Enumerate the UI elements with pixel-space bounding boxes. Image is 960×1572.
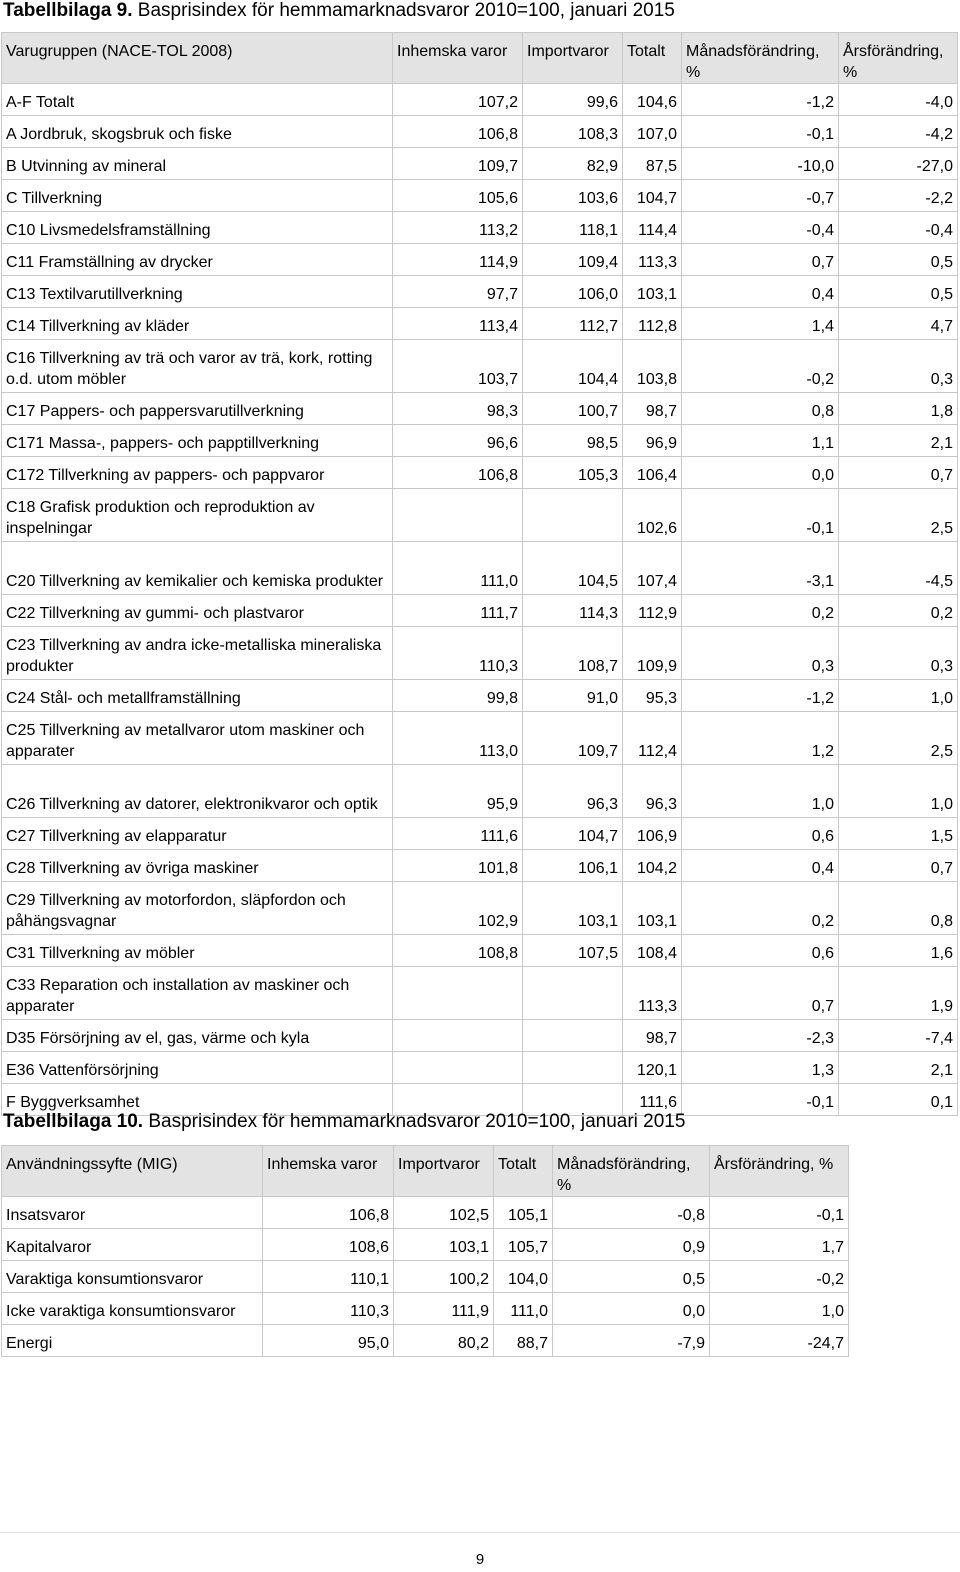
value-cell: 104,6 xyxy=(623,84,682,116)
table-row xyxy=(2,1197,849,1229)
value-cell: -0,2 xyxy=(710,1261,849,1293)
table1-header-cell: Totalt xyxy=(623,33,682,84)
value-cell: 102,6 xyxy=(623,489,682,542)
value-cell: -0,1 xyxy=(682,116,839,148)
table-row xyxy=(2,340,958,393)
value-cell: 4,7 xyxy=(839,308,958,340)
value-cell: 0,6 xyxy=(682,818,839,850)
value-cell xyxy=(393,967,523,1020)
value-cell xyxy=(393,1020,523,1052)
table-row xyxy=(2,116,958,148)
row-label: D35 Försörjning av el, gas, värme och kyla xyxy=(2,1020,393,1052)
value-cell: 112,9 xyxy=(623,595,682,627)
value-cell: -4,2 xyxy=(839,116,958,148)
value-cell: -3,1 xyxy=(682,542,839,595)
row-label: C28 Tillverkning av övriga maskiner xyxy=(2,850,393,882)
value-cell: 1,2 xyxy=(682,712,839,765)
value-cell: -10,0 xyxy=(682,148,839,180)
value-cell: 0,2 xyxy=(682,882,839,935)
value-cell: 109,9 xyxy=(623,627,682,680)
value-cell: 107,2 xyxy=(393,84,523,116)
value-cell: -7,9 xyxy=(553,1325,710,1357)
row-label: A Jordbruk, skogsbruk och fiske xyxy=(2,116,393,148)
table1-header-row xyxy=(2,33,958,84)
value-cell: 97,7 xyxy=(393,276,523,308)
value-cell: 95,9 xyxy=(393,765,523,818)
value-cell: 1,0 xyxy=(839,765,958,818)
value-cell: 95,0 xyxy=(263,1325,394,1357)
value-cell: 111,0 xyxy=(494,1293,553,1325)
value-cell: 0,6 xyxy=(682,935,839,967)
value-cell: 111,6 xyxy=(393,818,523,850)
value-cell: 1,0 xyxy=(839,680,958,712)
value-cell: 91,0 xyxy=(523,680,623,712)
value-cell: 103,1 xyxy=(623,882,682,935)
value-cell: 103,6 xyxy=(523,180,623,212)
value-cell: -2,3 xyxy=(682,1020,839,1052)
row-label: C10 Livsmedelsframställning xyxy=(2,212,393,244)
value-cell: 120,1 xyxy=(623,1052,682,1084)
value-cell: 1,9 xyxy=(839,967,958,1020)
value-cell: 104,4 xyxy=(523,340,623,393)
row-label: C18 Grafisk produktion och reproduktion av inspelningar xyxy=(2,489,393,542)
value-cell: 1,6 xyxy=(839,935,958,967)
table-row xyxy=(2,148,958,180)
value-cell: -1,2 xyxy=(682,84,839,116)
value-cell: 108,3 xyxy=(523,116,623,148)
value-cell: 113,4 xyxy=(393,308,523,340)
row-label: C14 Tillverkning av kläder xyxy=(2,308,393,340)
table-row xyxy=(2,457,958,489)
row-label: C29 Tillverkning av motorfordon, släpfordon och påhängsvagnar xyxy=(2,882,393,935)
value-cell: 111,6 xyxy=(623,1084,682,1116)
value-cell: 114,3 xyxy=(523,595,623,627)
value-cell: 102,5 xyxy=(394,1197,494,1229)
value-cell: 99,6 xyxy=(523,84,623,116)
table-row xyxy=(2,1052,958,1084)
page-number: 9 xyxy=(475,1551,485,1568)
table1-header-cell: Importvaror xyxy=(523,33,623,84)
table-row xyxy=(2,308,958,340)
row-label: Kapitalvaror xyxy=(2,1229,263,1261)
value-cell: 113,0 xyxy=(393,712,523,765)
value-cell: 108,4 xyxy=(623,935,682,967)
table2-title-lead: Tabellbilaga 10. xyxy=(3,1111,144,1132)
table-row xyxy=(2,1229,849,1261)
row-label: F Byggverksamhet xyxy=(2,1084,393,1116)
value-cell: 109,7 xyxy=(393,148,523,180)
value-cell: 104,5 xyxy=(523,542,623,595)
value-cell: 2,5 xyxy=(839,712,958,765)
table-row xyxy=(2,393,958,425)
value-cell: -0,7 xyxy=(682,180,839,212)
value-cell: 2,1 xyxy=(839,425,958,457)
table-row xyxy=(2,425,958,457)
value-cell: -0,4 xyxy=(682,212,839,244)
table-row xyxy=(2,935,958,967)
value-cell: 0,9 xyxy=(553,1229,710,1261)
value-cell: 0,5 xyxy=(839,244,958,276)
value-cell: 103,1 xyxy=(523,882,623,935)
value-cell: 110,3 xyxy=(263,1293,394,1325)
value-cell: -0,1 xyxy=(682,1084,839,1116)
table1-header-cell: Varugruppen (NACE-TOL 2008) xyxy=(2,33,393,84)
value-cell: 1,8 xyxy=(839,393,958,425)
value-cell: 1,0 xyxy=(682,765,839,818)
value-cell: 111,9 xyxy=(394,1293,494,1325)
value-cell: -4,0 xyxy=(839,84,958,116)
value-cell: 87,5 xyxy=(623,148,682,180)
table-row xyxy=(2,1325,849,1357)
value-cell: 0,5 xyxy=(839,276,958,308)
value-cell: 103,1 xyxy=(623,276,682,308)
table-row xyxy=(2,967,958,1020)
value-cell: 0,7 xyxy=(839,457,958,489)
value-cell: 113,3 xyxy=(623,967,682,1020)
value-cell: 0,8 xyxy=(682,393,839,425)
value-cell: 112,8 xyxy=(623,308,682,340)
value-cell: -1,2 xyxy=(682,680,839,712)
value-cell: 104,2 xyxy=(623,850,682,882)
value-cell: 0,7 xyxy=(682,244,839,276)
value-cell: 105,3 xyxy=(523,457,623,489)
value-cell: 106,4 xyxy=(623,457,682,489)
value-cell: 107,4 xyxy=(623,542,682,595)
value-cell xyxy=(523,967,623,1020)
value-cell: 112,4 xyxy=(623,712,682,765)
value-cell: 1,5 xyxy=(839,818,958,850)
table2-header-cell: Totalt xyxy=(494,1146,553,1197)
table2-title xyxy=(3,1110,685,1134)
row-label: C20 Tillverkning av kemikalier och kemiska produkter xyxy=(2,542,393,595)
value-cell: 82,9 xyxy=(523,148,623,180)
row-label: Varaktiga konsumtionsvaror xyxy=(2,1261,263,1293)
price-index-table-mig xyxy=(1,1145,849,1357)
row-label: C24 Stål- och metallframställning xyxy=(2,680,393,712)
value-cell: 106,8 xyxy=(263,1197,394,1229)
value-cell: -0,1 xyxy=(710,1197,849,1229)
value-cell: 108,8 xyxy=(393,935,523,967)
value-cell: 110,3 xyxy=(393,627,523,680)
value-cell: 0,4 xyxy=(682,850,839,882)
table1-title-text: Basprisindex för hemmamarknadsvaror 2010=100, januari 2015 xyxy=(132,0,675,21)
value-cell: 106,1 xyxy=(523,850,623,882)
row-label: E36 Vattenförsörjning xyxy=(2,1052,393,1084)
value-cell: 103,7 xyxy=(393,340,523,393)
value-cell: 103,8 xyxy=(623,340,682,393)
table1-title xyxy=(3,0,675,23)
value-cell: 0,4 xyxy=(682,276,839,308)
row-label: C25 Tillverkning av metallvaror utom maskiner och apparater xyxy=(2,712,393,765)
value-cell: 107,5 xyxy=(523,935,623,967)
table-row xyxy=(2,627,958,680)
value-cell: 2,1 xyxy=(839,1052,958,1084)
row-label: C22 Tillverkning av gummi- och plastvaror xyxy=(2,595,393,627)
value-cell: 98,7 xyxy=(623,1020,682,1052)
value-cell: -4,5 xyxy=(839,542,958,595)
table-row xyxy=(2,84,958,116)
row-label: C17 Pappers- och pappersvarutillverkning xyxy=(2,393,393,425)
value-cell: 98,5 xyxy=(523,425,623,457)
row-label: Energi xyxy=(2,1325,263,1357)
value-cell: 0,1 xyxy=(839,1084,958,1116)
row-label: C Tillverkning xyxy=(2,180,393,212)
table2-header-cell: Inhemska varor xyxy=(263,1146,394,1197)
row-label: Icke varaktiga konsumtionsvaror xyxy=(2,1293,263,1325)
table-row xyxy=(2,818,958,850)
value-cell: -0,1 xyxy=(682,489,839,542)
value-cell: 113,3 xyxy=(623,244,682,276)
value-cell: 104,7 xyxy=(623,180,682,212)
value-cell: 1,1 xyxy=(682,425,839,457)
value-cell: 106,9 xyxy=(623,818,682,850)
row-label: C27 Tillverkning av elapparatur xyxy=(2,818,393,850)
value-cell: 109,7 xyxy=(523,712,623,765)
value-cell: 103,1 xyxy=(394,1229,494,1261)
row-label: C13 Textilvarutillverkning xyxy=(2,276,393,308)
table2-header-cell: Importvaror xyxy=(394,1146,494,1197)
value-cell: 96,9 xyxy=(623,425,682,457)
table-row xyxy=(2,712,958,765)
value-cell: 104,0 xyxy=(494,1261,553,1293)
table-row xyxy=(2,1261,849,1293)
row-label: C16 Tillverkning av trä och varor av trä, kork, rotting o.d. utom möbler xyxy=(2,340,393,393)
value-cell xyxy=(523,1052,623,1084)
table2-header-cell: Användningssyfte (MIG) xyxy=(2,1146,263,1197)
value-cell: 0,3 xyxy=(839,627,958,680)
value-cell: -27,0 xyxy=(839,148,958,180)
value-cell: 0,7 xyxy=(839,850,958,882)
value-cell: 0,3 xyxy=(682,627,839,680)
table-row xyxy=(2,489,958,542)
value-cell: 0,8 xyxy=(839,882,958,935)
value-cell: 111,7 xyxy=(393,595,523,627)
value-cell: 1,4 xyxy=(682,308,839,340)
value-cell: 1,0 xyxy=(710,1293,849,1325)
value-cell: 0,2 xyxy=(682,595,839,627)
value-cell: 112,7 xyxy=(523,308,623,340)
table-row xyxy=(2,765,958,818)
value-cell: 101,8 xyxy=(393,850,523,882)
row-label: C11 Framställning av drycker xyxy=(2,244,393,276)
table2-body xyxy=(2,1197,849,1357)
row-label: C33 Reparation och installation av maskiner och apparater xyxy=(2,967,393,1020)
row-label: C26 Tillverkning av datorer, elektronikvaror och optik xyxy=(2,765,393,818)
value-cell: -24,7 xyxy=(710,1325,849,1357)
row-label: A-F Totalt xyxy=(2,84,393,116)
value-cell xyxy=(393,489,523,542)
value-cell: 98,3 xyxy=(393,393,523,425)
value-cell: 100,2 xyxy=(394,1261,494,1293)
table2-header-row xyxy=(2,1146,849,1197)
table-row xyxy=(2,1293,849,1325)
value-cell: 106,8 xyxy=(393,457,523,489)
table-row xyxy=(2,680,958,712)
row-label: C23 Tillverkning av andra icke-metalliska mineraliska produkter xyxy=(2,627,393,680)
row-label: Insatsvaror xyxy=(2,1197,263,1229)
value-cell: 1,3 xyxy=(682,1052,839,1084)
table-row xyxy=(2,850,958,882)
table-row xyxy=(2,244,958,276)
value-cell xyxy=(523,1020,623,1052)
value-cell: 95,3 xyxy=(623,680,682,712)
value-cell: 106,8 xyxy=(393,116,523,148)
value-cell: 0,0 xyxy=(553,1293,710,1325)
row-label: C31 Tillverkning av möbler xyxy=(2,935,393,967)
value-cell: -2,2 xyxy=(839,180,958,212)
table1-title-lead: Tabellbilaga 9. xyxy=(3,0,133,21)
value-cell: 0,0 xyxy=(682,457,839,489)
value-cell: 96,6 xyxy=(393,425,523,457)
value-cell: -0,4 xyxy=(839,212,958,244)
table-row xyxy=(2,595,958,627)
table1-header-cell: Årsförändring, % xyxy=(839,33,958,84)
price-index-table-nace xyxy=(1,32,958,1116)
table2-header-cell: Årsförändring, % xyxy=(710,1146,849,1197)
value-cell: 113,2 xyxy=(393,212,523,244)
value-cell: 96,3 xyxy=(523,765,623,818)
value-cell: -0,8 xyxy=(553,1197,710,1229)
value-cell: 106,0 xyxy=(523,276,623,308)
value-cell: 96,3 xyxy=(623,765,682,818)
table2-title-text: Basprisindex för hemmamarknadsvaror 2010=100, januari 2015 xyxy=(143,1111,686,1132)
value-cell: 114,9 xyxy=(393,244,523,276)
table-row xyxy=(2,1020,958,1052)
value-cell: 109,4 xyxy=(523,244,623,276)
value-cell: -7,4 xyxy=(839,1020,958,1052)
value-cell: 100,7 xyxy=(523,393,623,425)
table-row xyxy=(2,882,958,935)
value-cell: 99,8 xyxy=(393,680,523,712)
value-cell: 111,0 xyxy=(393,542,523,595)
table-row xyxy=(2,542,958,595)
value-cell: 105,1 xyxy=(494,1197,553,1229)
table2-header-cell: Månadsförändring, % xyxy=(553,1146,710,1197)
value-cell: 2,5 xyxy=(839,489,958,542)
value-cell: 108,6 xyxy=(263,1229,394,1261)
value-cell: 0,5 xyxy=(553,1261,710,1293)
table1-header-cell: Inhemska varor xyxy=(393,33,523,84)
value-cell: 114,4 xyxy=(623,212,682,244)
row-label: C171 Massa-, pappers- och papptillverkning xyxy=(2,425,393,457)
value-cell: 0,3 xyxy=(839,340,958,393)
table1-body xyxy=(2,84,958,1116)
value-cell: 88,7 xyxy=(494,1325,553,1357)
row-label: C172 Tillverkning av pappers- och pappvaror xyxy=(2,457,393,489)
table-row xyxy=(2,180,958,212)
table1-header-cell: Månadsförändring, % xyxy=(682,33,839,84)
value-cell: 108,7 xyxy=(523,627,623,680)
row-label: B Utvinning av mineral xyxy=(2,148,393,180)
value-cell: 80,2 xyxy=(394,1325,494,1357)
value-cell: 104,7 xyxy=(523,818,623,850)
value-cell xyxy=(393,1052,523,1084)
value-cell: 0,7 xyxy=(682,967,839,1020)
value-cell: 98,7 xyxy=(623,393,682,425)
value-cell: 105,7 xyxy=(494,1229,553,1261)
table-row xyxy=(2,212,958,244)
value-cell: 102,9 xyxy=(393,882,523,935)
value-cell: 0,2 xyxy=(839,595,958,627)
footer-divider xyxy=(0,1532,960,1533)
value-cell: 110,1 xyxy=(263,1261,394,1293)
value-cell: 107,0 xyxy=(623,116,682,148)
table-row xyxy=(2,276,958,308)
value-cell xyxy=(523,489,623,542)
value-cell: 105,6 xyxy=(393,180,523,212)
value-cell: 1,7 xyxy=(710,1229,849,1261)
value-cell: 118,1 xyxy=(523,212,623,244)
value-cell: -0,2 xyxy=(682,340,839,393)
